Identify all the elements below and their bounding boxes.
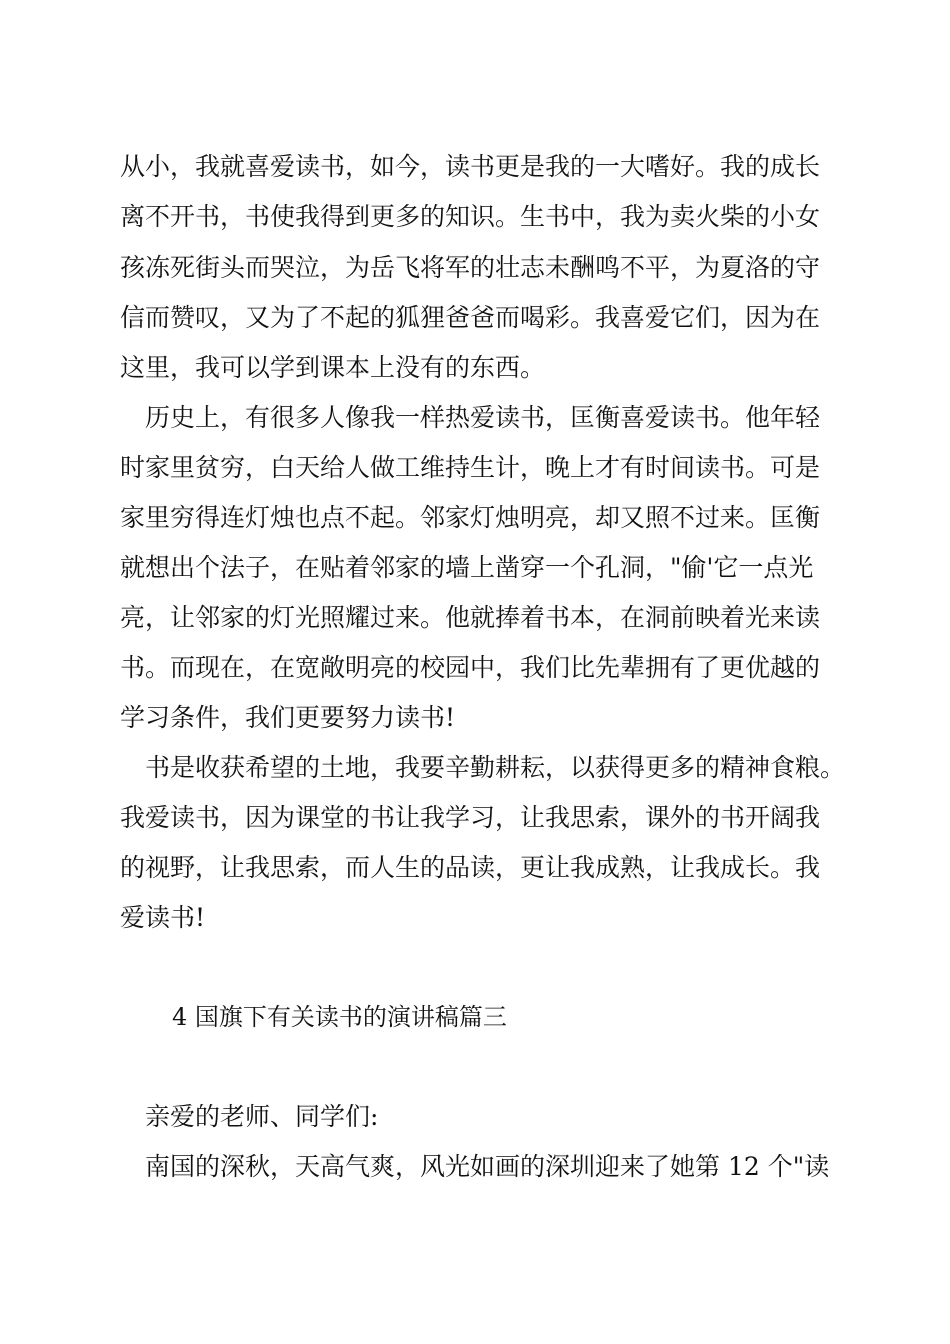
section-heading: 4 国旗下有关读书的演讲稿篇三 — [172, 1003, 507, 1031]
paragraph-2-line: 就想出个法子，在贴着邻家的墙上凿穿一个孔洞，"偷'它一点光 — [120, 553, 814, 582]
paragraph-1-line: 离不开书，书使我得到更多的知识。生书中，我为卖火柴的小女 — [120, 202, 821, 231]
paragraph-1-line: 这里，我可以学到课本上没有的东西。 — [120, 353, 546, 382]
paragraph-3-line: 爱读书! — [120, 903, 206, 932]
paragraph-2-line: 学习条件，我们更要努力读书! — [120, 703, 456, 732]
paragraph-1-line: 信而赞叹，又为了不起的狐狸爸爸而喝彩。我喜爱它们，因为在 — [120, 303, 821, 332]
paragraph-1-line: 从小，我就喜爱读书，如今，读书更是我的一大嗜好。我的成长 — [120, 152, 821, 181]
paragraph-2-line: 亮，让邻家的灯光照耀过来。他就捧着书本，在洞前映着光来读 — [120, 603, 821, 632]
greeting: 亲爱的老师、同学们: — [145, 1102, 379, 1131]
paragraph-3-line: 的视野，让我思索，而人生的品读，更让我成熟，让我成长。我 — [120, 853, 821, 882]
paragraph-2-line: 书。而现在，在宽敞明亮的校园中，我们比先辈拥有了更优越的 — [120, 653, 821, 682]
paragraph-4-line: 南国的深秋，天高气爽，风光如画的深圳迎来了她第 12 个"读 — [145, 1152, 830, 1181]
paragraph-1-line: 孩冻死街头而哭泣，为岳飞将军的壮志未酬鸣不平，为夏洛的守 — [120, 253, 821, 282]
paragraph-3-line: 书是收获希望的土地，我要辛勤耕耘，以获得更多的精神食粮。 — [145, 753, 846, 782]
paragraph-2-line: 历史上，有很多人像我一样热爱读书，匡衡喜爱读书。他年轻 — [145, 403, 821, 432]
paragraph-2-line: 家里穷得连灯烛也点不起。邻家灯烛明亮，却又照不过来。匡衡 — [120, 503, 821, 532]
paragraph-2-line: 时家里贫穷，白天给人做工维持生计，晚上才有时间读书。可是 — [120, 453, 821, 482]
paragraph-3-line: 我爱读书，因为课堂的书让我学习，让我思索，课外的书开阔我 — [120, 803, 821, 832]
